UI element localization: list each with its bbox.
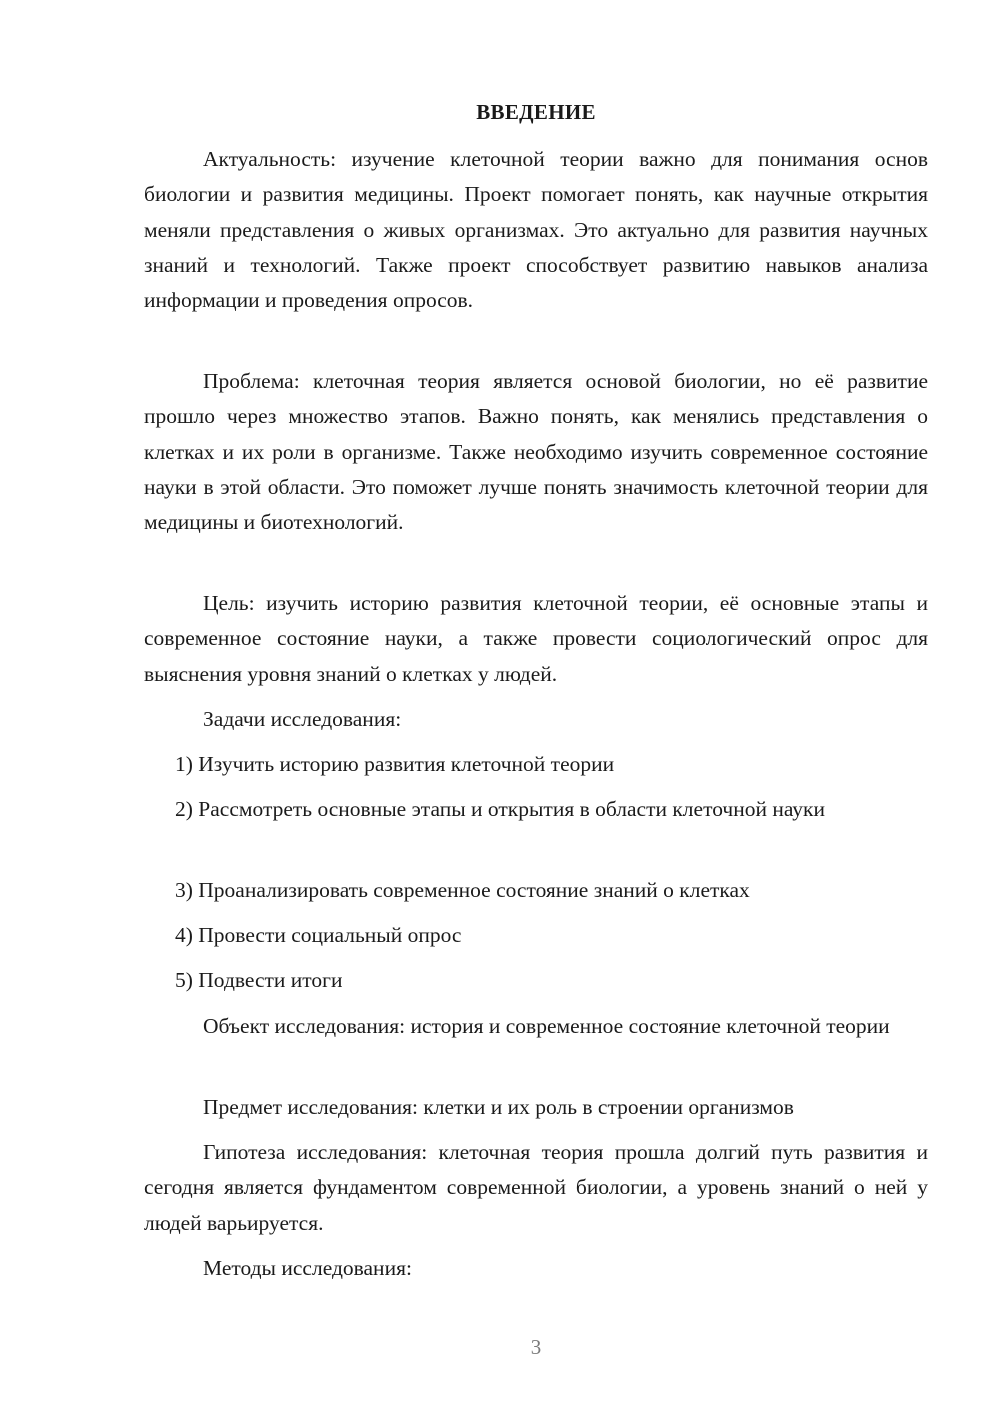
section-title: ВВЕДЕНИЕ — [476, 100, 596, 124]
task-item-2: 2) Рассмотреть основные этапы и открытия в области клеточной науки — [175, 797, 825, 821]
task-item-3: 3) Проанализировать современное состояние знаний о клетках — [175, 878, 750, 902]
object-paragraph: Объект исследования: история и современное состояние клеточной теории — [203, 1014, 890, 1038]
goal-paragraph: Цель: изучить историю развития клеточной теории, её основные этапы и современное состояние науки, а также провести социологический опрос для выяснения уровня знаний о клетках у людей. — [144, 591, 928, 686]
hypothesis-paragraph: Гипотеза исследования: клеточная теория прошла долгий путь развития и сегодня является фундаментом современной биологии, а уровень знаний о ней у людей варьируется. — [144, 1140, 928, 1235]
page-number: 3 — [530, 1335, 542, 1359]
task-item-5: 5) Подвести итоги — [175, 968, 343, 992]
problem-paragraph: Проблема: клеточная теория является основой биологии, но её развитие прошло через множество этапов. Важно понять, как менялись представления о клетках и их роли в организме. Также необходимо изучить современное состояние науки в этой области. Это поможет лучше понять значимость клеточной теории для медицины и биотехнологий. — [144, 369, 928, 535]
relevance-paragraph: Актуальность: изучение клеточной теории важно для понимания основ биологии и развития медицины. Проект помогает понять, как научные открытия меняли представления о живых организмах. Это актуально для развития научных знаний и технологий. Также проект способствует развитию навыков анализа информации и проведения опросов. — [144, 147, 928, 313]
tasks-heading: Задачи исследования: — [203, 707, 402, 731]
task-item-1: 1) Изучить историю развития клеточной теории — [175, 752, 615, 776]
subject-paragraph: Предмет исследования: клетки и их роль в строении организмов — [203, 1095, 794, 1119]
methods-heading: Методы исследования: — [203, 1256, 412, 1280]
task-item-4: 4) Провести социальный опрос — [175, 923, 462, 947]
